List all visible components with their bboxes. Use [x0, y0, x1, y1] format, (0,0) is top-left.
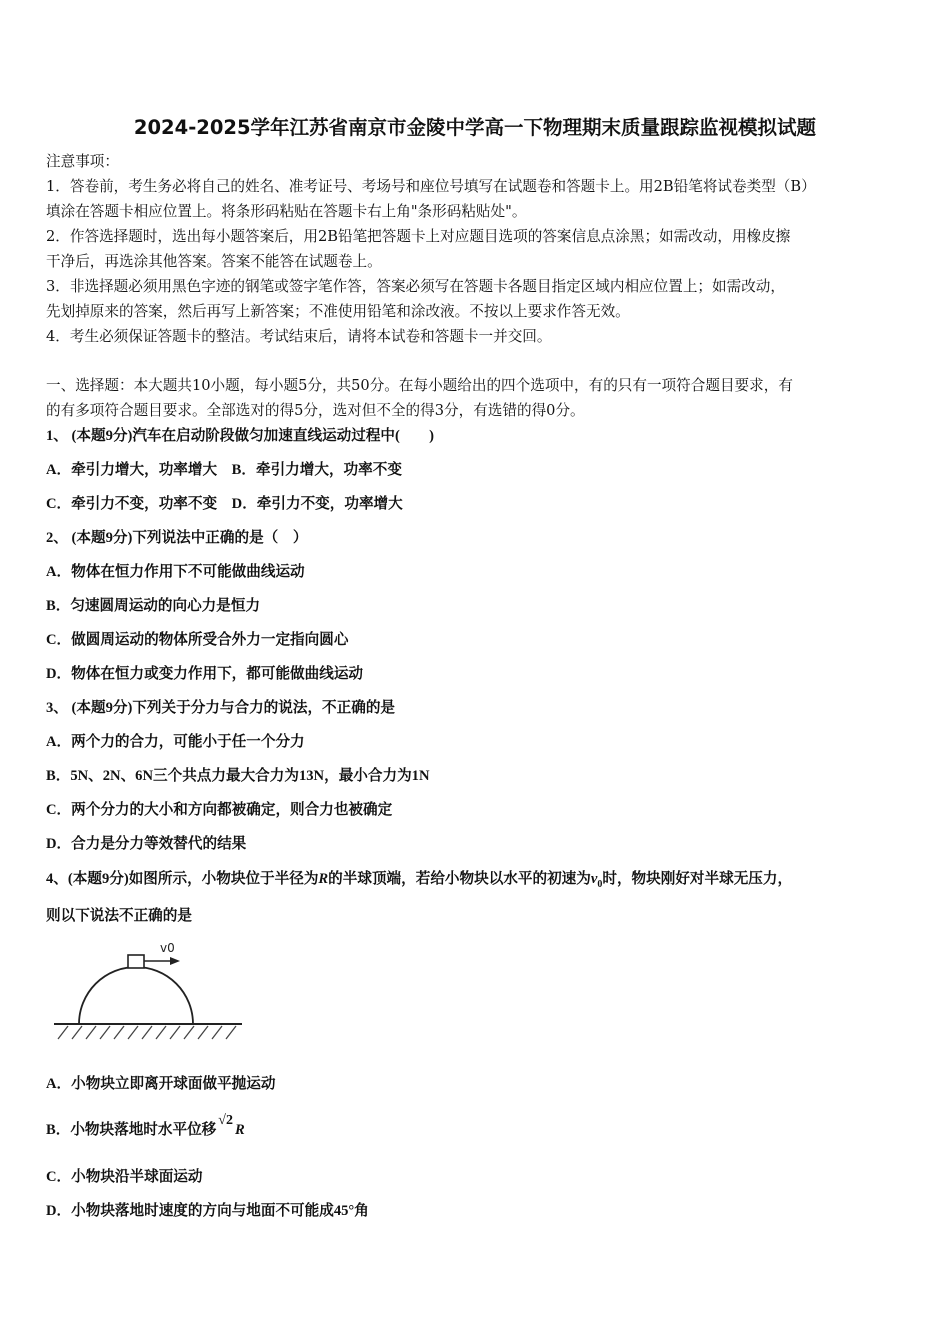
velocity-label: v0: [160, 941, 175, 955]
question-2-option: B．匀速圆周运动的向心力是恒力: [46, 598, 261, 614]
question-4-option-a: A．小物块立即离开球面做平抛运动: [46, 1076, 276, 1092]
notice-heading: 注意事项：: [46, 153, 119, 170]
sqrt-two: √2: [218, 1113, 233, 1128]
question-3-stem: 3、 (本题9分)下列关于分力与合力的说法，不正确的是: [46, 700, 396, 716]
question-3-option: B．5N、2N、6N三个共点力最大合力为13N，最小合力为1N: [46, 768, 430, 784]
question-4-option-b: B．小物块落地时水平位移√2R: [46, 1113, 245, 1138]
notice-line: 2．作答选择题时，选出每小题答案后，用2B铅笔把答题卡上对应题目选项的答案信息点涂黑；如需改动，用橡皮擦: [46, 228, 791, 245]
question-4-stem-line2: 则以下说法不正确的是: [46, 908, 192, 924]
question-2-stem: 2、 (本题9分)下列说法中正确的是（ ）: [46, 530, 308, 546]
question-1-options: C．牵引力不变，功率不变 D．牵引力不变，功率增大: [46, 496, 403, 512]
question-2-option: A．物体在恒力作用下不可能做曲线运动: [46, 564, 305, 580]
question-3-option: C．两个分力的大小和方向都被确定，则合力也被确定: [46, 802, 393, 818]
question-1-options: A．牵引力增大，功率增大 B．牵引力增大，功率不变: [46, 462, 402, 478]
notice-line: 干净后，再选涂其他答案。答案不能答在试题卷上。: [46, 253, 382, 270]
hemisphere-diagram: [46, 938, 246, 1046]
question-4-option-d: D．小物块落地时速度的方向与地面不可能成45°角: [46, 1203, 369, 1219]
question-4-option-c: C．小物块沿半球面运动: [46, 1169, 203, 1185]
notice-line: 3．非选择题必须用黑色字迹的钢笔或签字笔作答，答案必须写在答题卡各题目指定区域内相应位置上；如需改动，: [46, 278, 785, 295]
question-3-option: A．两个力的合力，可能小于任一个分力: [46, 734, 305, 750]
question-1-stem: 1、 (本题9分)汽车在启动阶段做匀加速直线运动过程中( ): [46, 428, 434, 444]
notice-line: 4．考生必须保证答题卡的整洁。考试结束后，请将本试卷和答题卡一并交回。: [46, 328, 552, 345]
notice-line: 先划掉原来的答案，然后再写上新答案；不准使用铅笔和涂改液。不按以上要求作答无效。: [46, 303, 630, 320]
question-3-option: D．合力是分力等效替代的结果: [46, 836, 247, 852]
section-intro: 的有多项符合题目要求。全部选对的得5分，选对但不全的得3分，有选错的得0分。: [46, 402, 585, 419]
notice-line: 填涂在答题卡相应位置上。将条形码粘贴在答题卡右上角"条形码粘贴处"。: [46, 203, 527, 220]
question-4-stem: 4、(本题9分)如图所示，小物块位于半径为R的半球顶端，若给小物块以水平的初速为$v_0$时，物块刚好对半球无压力，: [46, 871, 793, 890]
question-2-option: C．做圆周运动的物体所受合外力一定指向圆心: [46, 632, 349, 648]
section-intro: 一、选择题：本大题共10小题，每小题5分，共50分。在每小题给出的四个选项中，有的只有一项符合题目要求，有: [46, 377, 793, 394]
page-title: 2024-2025学年江苏省南京市金陵中学高一下物理期末质量跟踪监视模拟试题: [133, 116, 817, 139]
notice-line: 1．答卷前，考生务必将自己的姓名、准考证号、考场号和座位号填写在试题卷和答题卡上。用2B铅笔将试卷类型（B）: [46, 178, 816, 195]
question-2-option: D．物体在恒力或变力作用下，都可能做曲线运动: [46, 666, 364, 682]
